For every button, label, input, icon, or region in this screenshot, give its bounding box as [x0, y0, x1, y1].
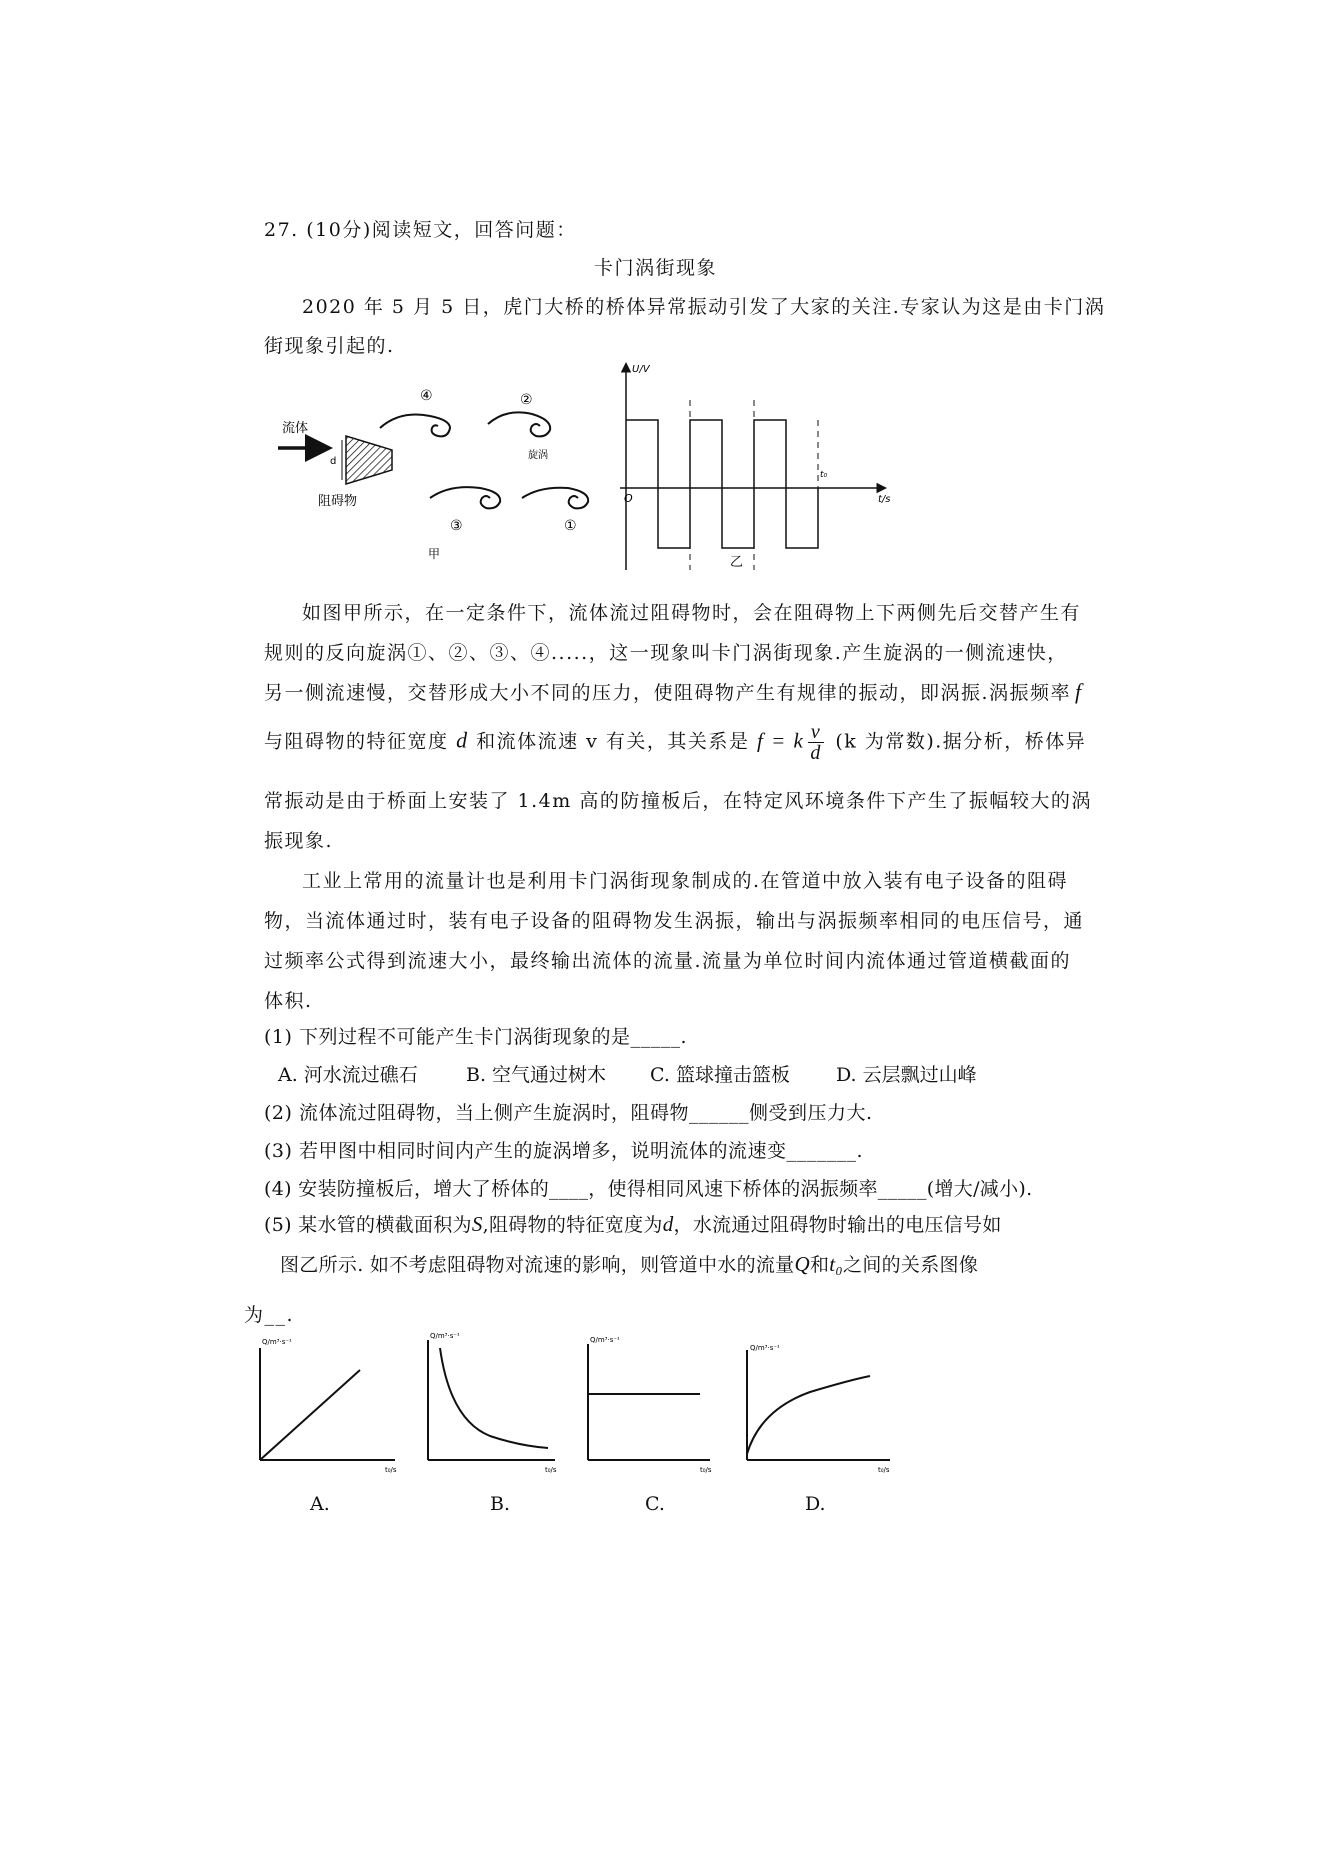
graph-b-curve — [440, 1348, 548, 1448]
q5-var-s: S — [471, 1212, 483, 1236]
q5-text-e: 和 — [809, 1254, 830, 1276]
yi-x-label: t/s — [878, 494, 891, 505]
figure-yi-caption: 乙 — [730, 555, 744, 570]
paragraph3-line3: 过频率公式得到流速大小，最终输出流体的流量.流量为单位时间内流体通过管道横截面的 — [264, 950, 1072, 972]
paragraph2-line1: 如图甲所示，在一定条件下，流体流过阻碍物时，会在阻碍物上下两侧先后交替产生有 — [302, 602, 1082, 624]
figure-jia — [270, 380, 610, 560]
question-5-line2 — [280, 1250, 978, 1277]
obstacle-label: 阻碍物 — [318, 494, 358, 509]
graph-c-y-label: Q/m³·s⁻¹ — [590, 1336, 620, 1344]
yi-y-label: U/V — [632, 364, 650, 375]
paragraph1-line1: 2020 年 5 月 5 日，虎门大桥的桥体异常振动引发了大家的关注.专家认为这是由卡门涡 — [302, 296, 1106, 318]
paragraph2-line5: 常振动是由于桥面上安装了 1.4m 高的防撞板后，在特定风环境条件下产生了振幅较大的涡 — [264, 790, 1092, 812]
graph-a-curve — [260, 1370, 360, 1460]
vortex-label: 旋涡 — [528, 450, 548, 461]
graph-a-x-label: t₀/s — [385, 1466, 397, 1474]
article-title: 卡门涡街现象 — [594, 257, 718, 279]
question-3: (3) 若甲图中相同时间内产生的旋涡增多，说明流体的流速变_______. — [264, 1140, 863, 1162]
paragraph3-line4: 体积. — [264, 990, 313, 1012]
paragraph3-line1: 工业上常用的流量计也是利用卡门涡街现象制成的.在管道中放入装有电子设备的阻碍 — [302, 870, 1069, 892]
vortex-1-label: ① — [564, 518, 577, 534]
fluid-label: 流体 — [282, 421, 309, 436]
formula-denominator: d — [810, 742, 822, 764]
graph-d-curve — [747, 1376, 870, 1454]
question-header: 27. (10分)阅读短文，回答问题： — [264, 219, 577, 241]
graph-d-y-label: Q/m³·s⁻¹ — [750, 1344, 780, 1352]
q1-option-d: D. 云层飘过山峰 — [836, 1064, 977, 1086]
q1-option-b: B. 空气通过树木 — [466, 1064, 607, 1086]
vortex-1-spiral — [522, 488, 588, 509]
paragraph2-line2: 规则的反向旋涡①、②、③、④.....，这一现象叫卡门涡街现象.产生旋涡的一侧流速快， — [264, 642, 1068, 664]
q5-text-f: 之间的关系图像 — [843, 1254, 979, 1276]
voltage-square-wave — [626, 420, 818, 548]
graph-b-x-label: t₀/s — [545, 1466, 557, 1474]
answer-graphs — [250, 1330, 910, 1490]
q5-text-d: 图乙所示. 如不考虑阻碍物对流速的影响，则管道中水的流量 — [280, 1254, 795, 1276]
graph-a — [260, 1338, 397, 1474]
question-4: (4) 安装防撞板后，增大了桥体的____，使得相同风速下桥体的涡振频率_____(增大/减小). — [264, 1178, 1033, 1200]
t0-label: t₀ — [820, 470, 828, 480]
graph-d — [747, 1344, 890, 1474]
figure-jia-caption: 甲 — [428, 547, 441, 560]
question-1: (1) 下列过程不可能产生卡门涡街现象的是_____. — [264, 1026, 687, 1048]
graph-b — [428, 1332, 557, 1474]
figure-yi — [616, 360, 916, 575]
vortex-3-spiral — [430, 487, 500, 508]
q1-option-c: C. 篮球撞击篮板 — [650, 1064, 790, 1086]
question-2: (2) 流体流过阻碍物，当上侧产生旋涡时，阻碍物______侧受到压力大. — [264, 1102, 873, 1124]
graph-c — [588, 1336, 712, 1474]
paragraph2-line3 — [264, 678, 1083, 705]
obstacle-shape — [346, 436, 392, 484]
q5-var-q: Q — [794, 1252, 810, 1276]
vortex-4-spiral — [380, 415, 450, 437]
graph-b-y-label: Q/m³·s⁻¹ — [430, 1332, 460, 1340]
graph-option-b: B. — [490, 1493, 511, 1515]
graph-c-x-label: t₀/s — [700, 1466, 712, 1474]
q5-text-c: ，水流通过阻碍物时输出的电压信号如 — [673, 1214, 1002, 1236]
graph-option-c: C. — [645, 1493, 665, 1515]
question-5-line3: 为__. — [244, 1304, 295, 1326]
paragraph2-line3-text: 另一侧流速慢，交替形成大小不同的压力，使阻碍物产生有规律的振动，即涡振.涡振频率 — [264, 682, 1072, 704]
q1-option-a: A. 河水流过礁石 — [278, 1064, 418, 1086]
formula-fraction — [808, 722, 824, 763]
paragraph1-line2: 街现象引起的. — [264, 335, 395, 357]
q5-var-d: d — [662, 1212, 674, 1236]
yi-origin: O — [624, 492, 633, 505]
var-f: f — [1075, 679, 1083, 704]
vortex-2-label: ② — [520, 392, 533, 408]
formula-lhs: f = k — [756, 728, 805, 753]
formula-numerator: v — [808, 722, 824, 743]
question-5-line1 — [264, 1210, 1002, 1237]
paragraph3-line2: 物，当流体通过时，装有电子设备的阻碍物发生涡振，输出与涡振频率相同的电压信号，通 — [264, 910, 1085, 932]
paragraph2-line4-b: 和流体流速 v 有关，其关系是 — [476, 730, 750, 753]
vortex-2-spiral — [488, 412, 550, 436]
q5-var-t0: t₀ — [829, 1252, 844, 1276]
graph-a-y-label: Q/m³·s⁻¹ — [262, 1338, 292, 1346]
paragraph2-line4-c: (k 为常数).据分析，桥体异 — [835, 730, 1087, 753]
graph-option-a: A. — [310, 1493, 330, 1515]
graph-d-x-label: t₀/s — [878, 1466, 890, 1474]
paragraph2-line4-a: 与阻碍物的特征宽度 — [264, 730, 449, 753]
d-label: d — [330, 456, 337, 467]
paragraph2-line4 — [264, 722, 1086, 763]
paragraph2-line6: 振现象. — [264, 830, 334, 852]
vortex-4-label: ④ — [420, 388, 433, 404]
vortex-3-label: ③ — [450, 518, 463, 534]
var-d: d — [456, 727, 469, 753]
q5-text-a: (5) 某水管的横截面积为 — [264, 1214, 472, 1236]
q5-text-b: ,阻碍物的特征宽度为 — [482, 1214, 663, 1236]
graph-option-d: D. — [805, 1493, 826, 1515]
